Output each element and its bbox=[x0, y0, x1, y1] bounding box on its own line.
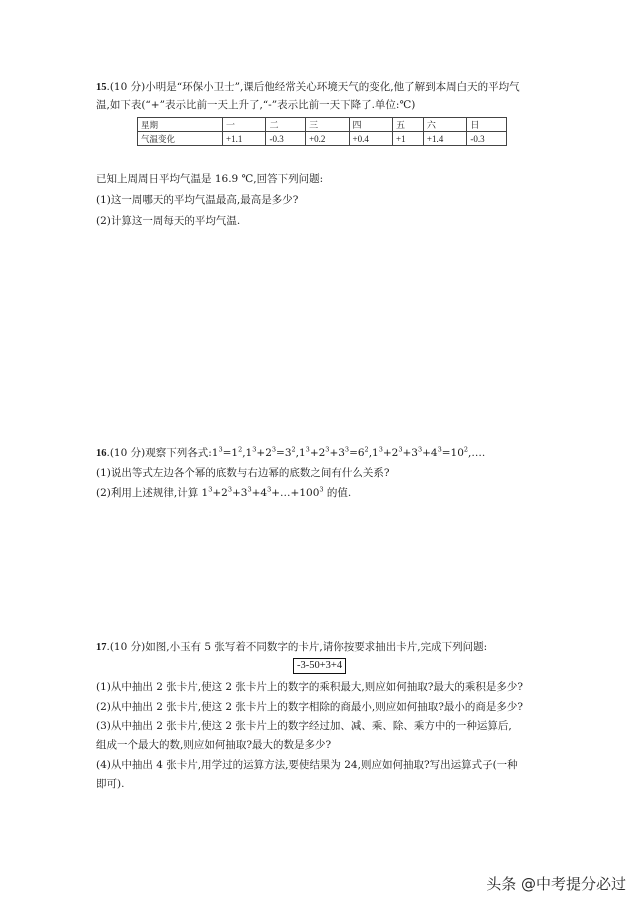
table-cell: 二 bbox=[266, 118, 306, 132]
q17-sub3-line2: 组成一个最大的数,则应如何抽取?最大的数是多少? bbox=[96, 739, 332, 751]
table-cell: +0.2 bbox=[306, 132, 349, 146]
q17-sub1: (1)从中抽出 2 张卡片,使这 2 张卡片上的数字的乘积最大,则应如何抽取?最大的乘积是多少? bbox=[96, 681, 524, 693]
q17-sub2: (2)从中抽出 2 张卡片,使这 2 张卡片上的数字相除的商最小,则应如何抽取?最小的商是多少? bbox=[96, 701, 524, 713]
table-row bbox=[138, 132, 507, 146]
table-cell: +1.4 bbox=[423, 132, 466, 146]
table-row bbox=[138, 118, 507, 132]
q15-line2: 温,如下表(“+”表示比前一天上升了,“-”表示比前一天下降了.单位:℃) bbox=[96, 99, 416, 111]
table-cell: 一 bbox=[223, 118, 266, 132]
table-cell: 四 bbox=[349, 118, 392, 132]
table-cell: +1 bbox=[393, 132, 424, 146]
q16-sub2: (2)利用上述规律,计算 $1^3+2^3+3^3+4^3+\dots+100^3$ 的值. bbox=[96, 485, 352, 499]
table-cell: 六 bbox=[423, 118, 466, 132]
watermark: 头条 @中考提分必过 bbox=[486, 875, 626, 893]
q16-sub1: (1)说出等式左边各个幂的底数与右边幂的底数之间有什么关系? bbox=[96, 467, 390, 479]
number-cards: -3-50+3+4 bbox=[293, 658, 346, 674]
q17-sub3-line1: (3)从中抽出 2 张卡片,使这 2 张卡片上的数字经过加、减、乘、除、乘方中的一种运算后, bbox=[96, 720, 512, 732]
table-cell: 日 bbox=[467, 118, 507, 132]
q15-number: 15 bbox=[96, 82, 107, 93]
q15-given: 已知上周周日平均气温是 16.9 ℃,回答下列问题: bbox=[96, 173, 324, 185]
q15-sub1: (1)这一周哪天的平均气温最高,最高是多少? bbox=[96, 194, 299, 206]
q15-sub2: (2)计算这一周每天的平均气温. bbox=[96, 215, 241, 227]
table-cell: 三 bbox=[306, 118, 349, 132]
q16-line1: 16.(10 分)观察下列各式$:1^3=1^2,1^3+2^3=3^2,1^3+2^3+3^3=6^2,1^3+2^3+3^3+4^3=10^2,\dots$. bbox=[96, 445, 486, 459]
q17-number: 17 bbox=[96, 642, 107, 653]
table-cell: +1.1 bbox=[223, 132, 266, 146]
q17-sub4-line2: 即可). bbox=[96, 778, 125, 790]
table-cell: +0.4 bbox=[349, 132, 392, 146]
table-header-weekday: 星期 bbox=[138, 118, 223, 132]
table-cell: -0.3 bbox=[467, 132, 507, 146]
table-cell: 五 bbox=[393, 118, 424, 132]
q15-line1-text: .(10 分)小明是“环保小卫士”,课后他经常关心环境天气的变化,他了解到本周白天的平均气 bbox=[106, 81, 520, 93]
q16-number: 16 bbox=[96, 448, 107, 459]
table-header-change: 气温变化 bbox=[138, 132, 223, 146]
q15-line1 bbox=[96, 80, 520, 95]
temperature-table bbox=[137, 117, 507, 146]
q17-line1-text: .(10 分)如图,小玉有 5 张写着不同数字的卡片,请你按要求抽出卡片,完成下列问题: bbox=[106, 641, 488, 653]
q17-line1 bbox=[96, 640, 487, 655]
q17-sub4-line1: (4)从中抽出 4 张卡片,用学过的运算方法,要使结果为 24,则应如何抽取?写出运算式子(一种 bbox=[96, 759, 518, 771]
table-cell: -0.3 bbox=[266, 132, 306, 146]
